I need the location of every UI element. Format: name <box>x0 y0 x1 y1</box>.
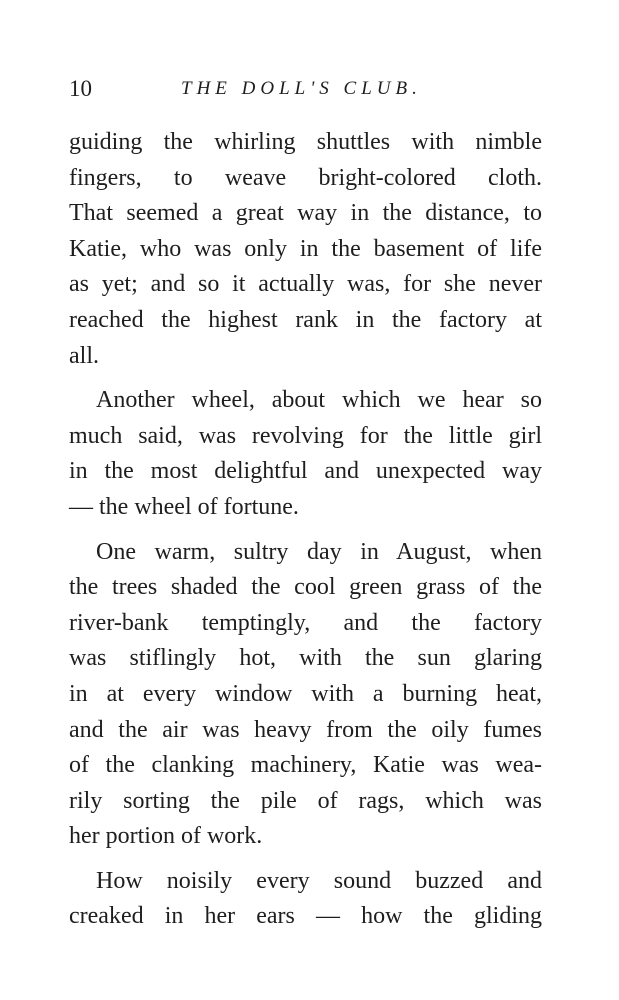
text-line: much said, was revolving for the little girl <box>69 422 542 449</box>
text-line: the trees shaded the cool green grass of the <box>69 574 542 601</box>
text-line: as yet; and so it actually was, for she never <box>69 271 542 298</box>
text-line: creaked in her ears — how the gliding <box>69 903 542 930</box>
text-line: guiding the whirling shuttles with nimble <box>69 129 542 155</box>
paragraph <box>69 125 542 374</box>
text-line: That seemed a great way in the distance, to <box>69 200 542 227</box>
text-line: One warm, sultry day in August, when <box>96 538 542 565</box>
paragraph <box>69 383 542 525</box>
text-line: reached the highest rank in the factory at <box>69 306 542 333</box>
paragraph-gap <box>69 526 542 535</box>
body-text <box>69 125 542 935</box>
text-line: fingers, to weave bright-colored cloth. <box>69 164 542 191</box>
text-line: was stiflingly hot, with the sun glaring <box>69 645 542 672</box>
paragraph-gap <box>69 855 542 864</box>
text-line: river-bank temptingly, and the factory <box>69 609 542 636</box>
text-line: in the most delightful and unexpected way <box>69 458 542 485</box>
text-line: Katie, who was only in the basement of life <box>69 235 542 262</box>
running-head <box>69 76 549 102</box>
page-number: 10 <box>69 76 92 101</box>
paragraph <box>69 864 542 935</box>
text-line: Another wheel, about which we hear so <box>96 387 542 414</box>
text-line: her portion of work. <box>69 823 263 850</box>
text-line: all. <box>69 342 99 369</box>
text-line: of the clanking machinery, Katie was wea- <box>69 752 542 779</box>
text-line: — the wheel of fortune. <box>69 493 299 520</box>
paragraph-gap <box>69 374 542 383</box>
text-line: rily sorting the pile of rags, which was <box>69 787 542 814</box>
running-title: THE DOLL'S CLUB. <box>181 78 422 99</box>
text-line: How noisily every sound buzzed and <box>96 867 542 894</box>
text-line: in at every window with a burning heat, <box>69 680 542 707</box>
text-line: and the air was heavy from the oily fumes <box>69 716 542 743</box>
paragraph <box>69 535 542 855</box>
